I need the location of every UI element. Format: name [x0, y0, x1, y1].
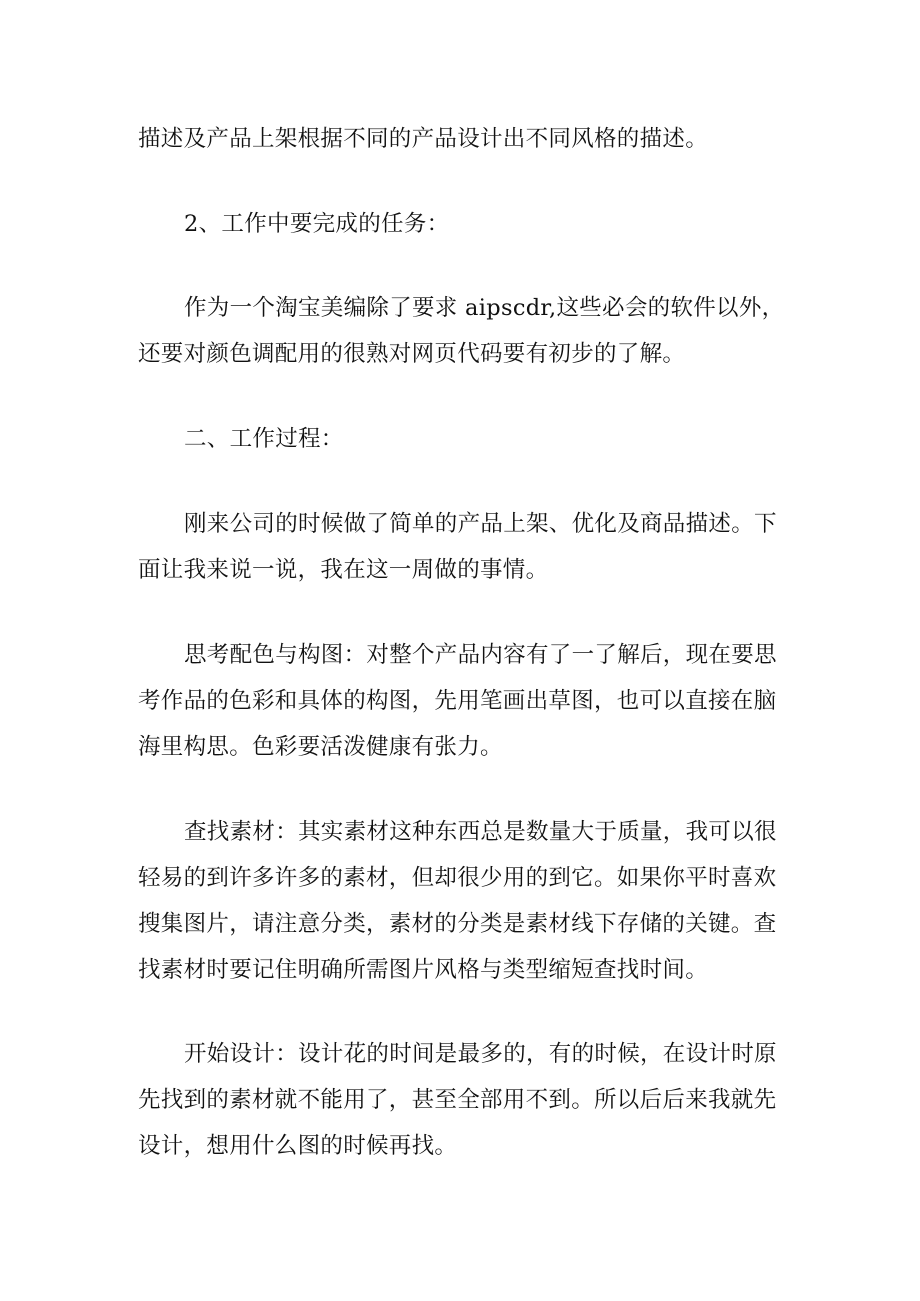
paragraph-continued-description: 描述及产品上架根据不同的产品设计出不同风格的描述。 [138, 126, 709, 152]
paragraph-find-materials: 查找素材：其实素材这种东西总是数量大于质量，我可以很轻易的到许多许多的素材，但却很少用的到它。如果你平时喜欢搜集图片，请注意分类，素材的分类是素材线下存储的关键。查找素材时要记住明确所需图片风格与类型缩短查找时间。 [138, 819, 777, 983]
paragraph-start-design: 开始设计：设计花的时间是最多的，有的时候，在设计时原先找到的素材就不能用了，甚至全部用不到。所以后后来我就先设计，想用什么图的时候再找。 [138, 1041, 777, 1159]
paragraph-tasks-heading: 2、工作中要完成的任务： [184, 211, 450, 237]
paragraph-color-composition: 思考配色与构图：对整个产品内容有了一了解后，现在要思考作品的色彩和具体的构图，先用笔画出草图，也可以直接在脑海里构思。色彩要活泼健康有张力。 [138, 642, 777, 760]
paragraph-tasks-body: 作为一个淘宝美编除了要求 aipscdr,这些必会的软件以外，还要对颜色调配用的很熟对网页代码要有初步的了解。 [138, 295, 785, 367]
paragraph-process-heading: 二、工作过程： [184, 426, 344, 452]
paragraph-process-intro: 刚来公司的时候做了简单的产品上架、优化及商品描述。下面让我来说一说，我在这一周做的事情。 [138, 511, 777, 583]
